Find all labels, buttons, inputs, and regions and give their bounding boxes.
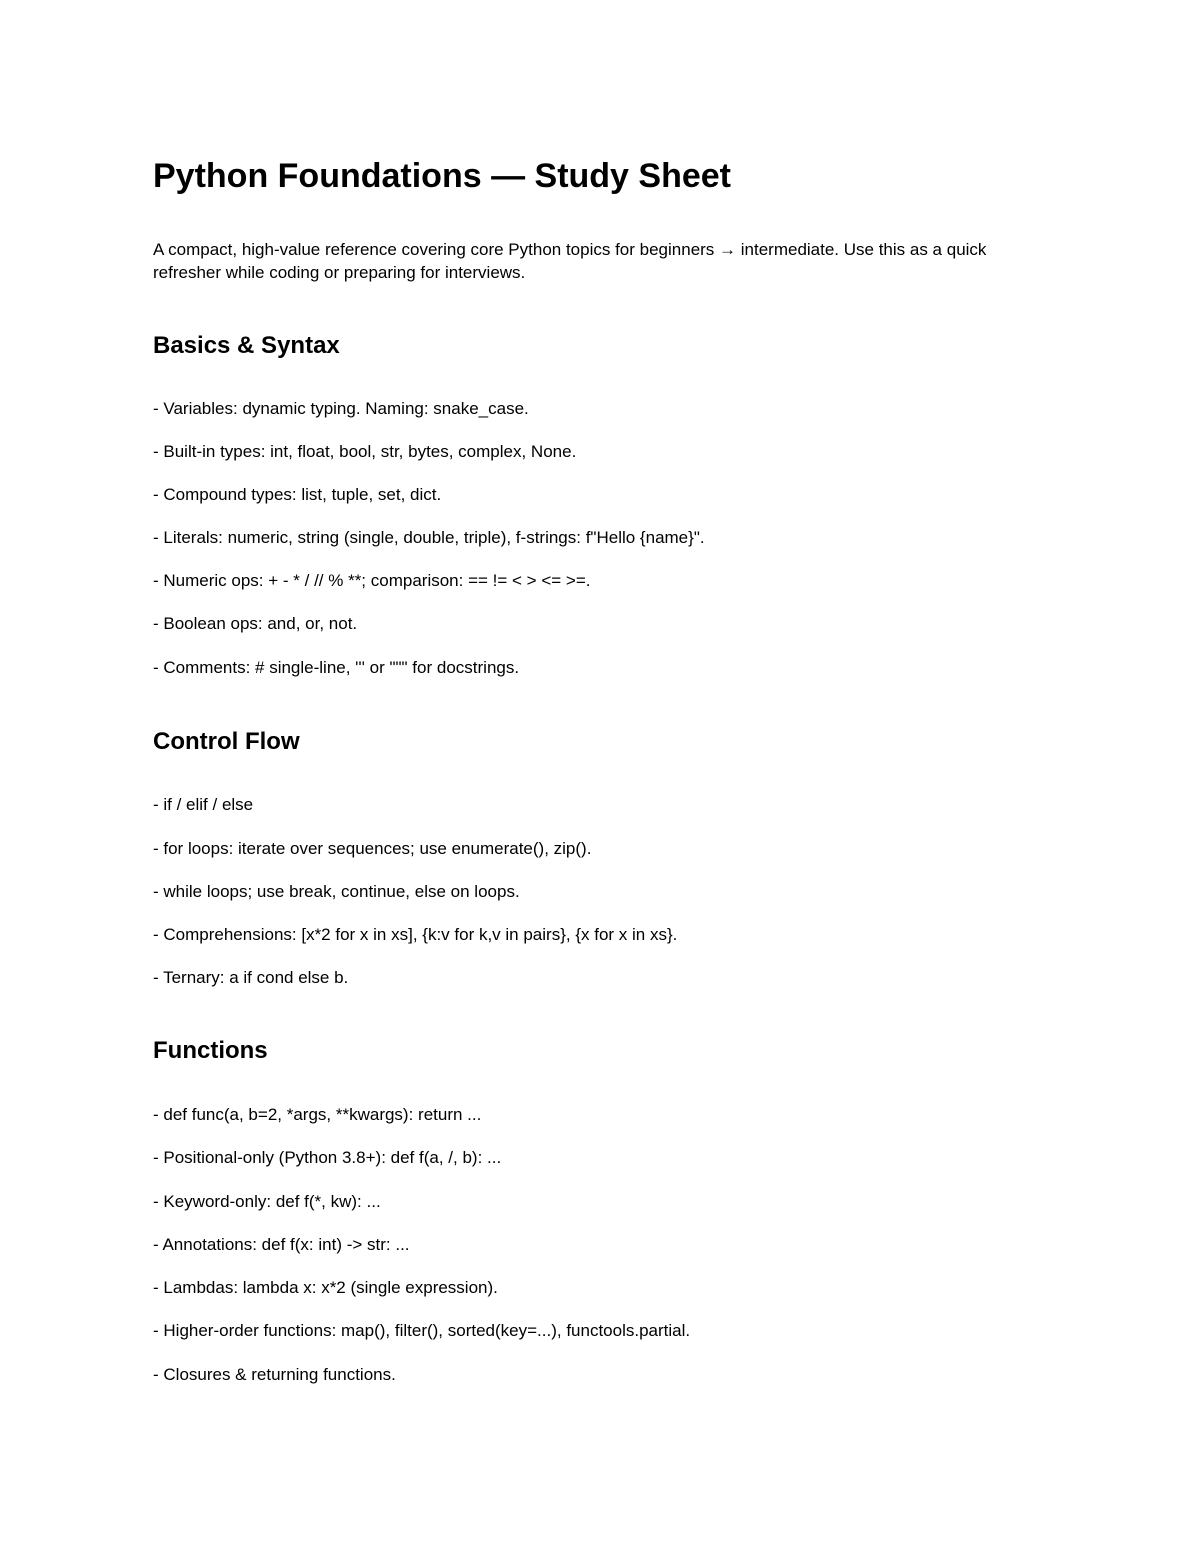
list-item: - Comments: # single-line, ''' or """ for docstrings. (153, 658, 520, 677)
list-item: - Positional-only (Python 3.8+): def f(a, /, b): ... (153, 1148, 502, 1167)
list-item: - Variables: dynamic typing. Naming: snake_case. (153, 399, 529, 418)
list-item: - def func(a, b=2, *args, **kwargs): return ... (153, 1105, 482, 1124)
list-item: - while loops; use break, continue, else on loops. (153, 882, 520, 901)
list-item: - Keyword-only: def f(*, kw): ... (153, 1192, 381, 1211)
list-item: - Literals: numeric, string (single, double, triple), f-strings: f"Hello {name}". (153, 528, 705, 547)
list-item: - Boolean ops: and, or, not. (153, 614, 358, 633)
list-item: - Lambdas: lambda x: x*2 (single expression). (153, 1278, 498, 1297)
section-heading-control-flow: Control Flow (153, 728, 300, 755)
list-item: - if / elif / else (153, 795, 254, 814)
list-item: - Comprehensions: [x*2 for x in xs], {k:v for k,v in pairs}, {x for x in xs}. (153, 925, 678, 944)
list-item: - Compound types: list, tuple, set, dict. (153, 485, 442, 504)
intro-paragraph: A compact, high-value reference covering core Python topics for beginners → intermediate. Use this as a quick refresher while coding or preparing for interviews. (153, 240, 987, 282)
list-item: - for loops: iterate over sequences; use enumerate(), zip(). (153, 839, 592, 858)
page-title: Python Foundations — Study Sheet (153, 157, 731, 195)
section-heading-functions: Functions (153, 1037, 268, 1064)
list-item: - Numeric ops: + - * / // % **; comparison: == != < > <= >=. (153, 571, 591, 590)
list-item: - Higher-order functions: map(), filter(), sorted(key=...), functools.partial. (153, 1321, 691, 1340)
list-item: - Annotations: def f(x: int) -> str: ... (153, 1235, 410, 1254)
section-heading-basics: Basics & Syntax (153, 332, 340, 359)
list-item: - Built-in types: int, float, bool, str, bytes, complex, None. (153, 442, 577, 461)
list-item: - Ternary: a if cond else b. (153, 968, 349, 987)
list-item: - Closures & returning functions. (153, 1365, 396, 1384)
